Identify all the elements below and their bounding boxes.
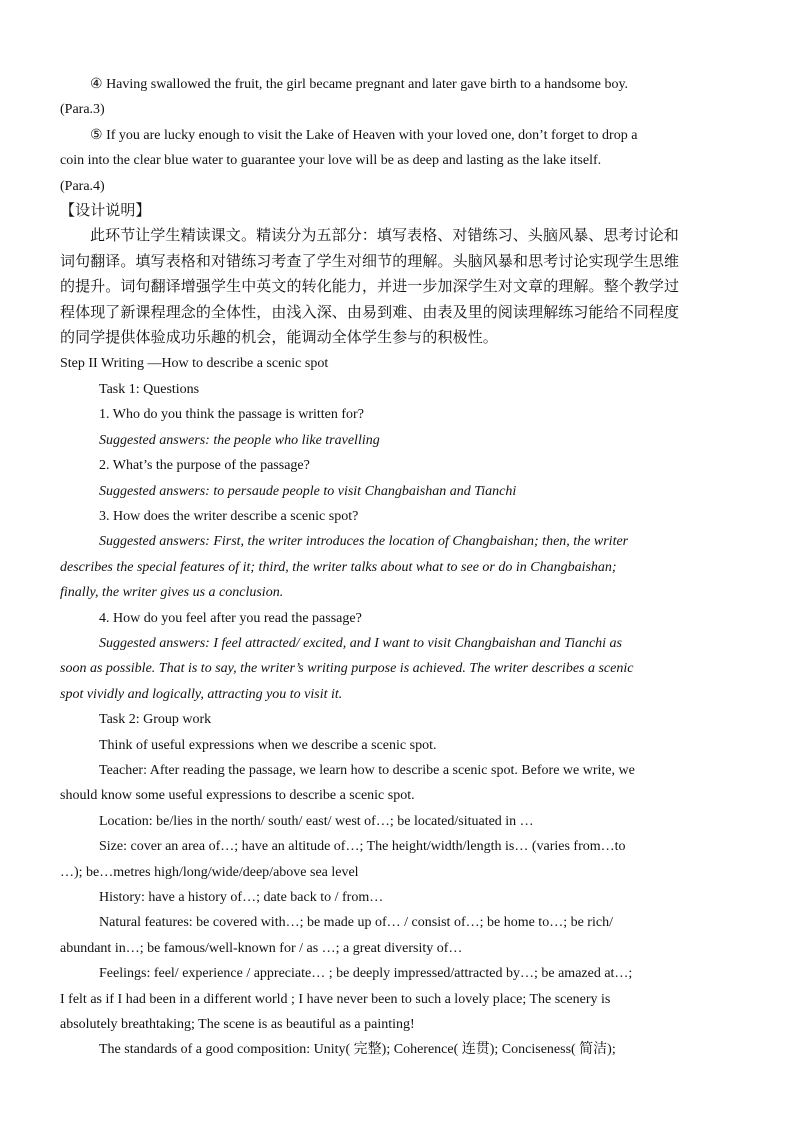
sentence-number: ⑤	[90, 127, 103, 143]
question-2: 2. What’s the purpose of the passage?	[99, 458, 310, 474]
answer-1: Suggested answers: the people who like travelling	[99, 432, 380, 448]
paragraph-ref: (Para.3)	[60, 102, 105, 118]
task2-heading: Task 2: Group work	[99, 712, 212, 728]
sentence-4	[60, 72, 725, 97]
question-4: 4. How do you feel after you read the passage?	[99, 610, 362, 626]
size-line-cont: …); be…metres high/long/wide/deep/above sea level	[60, 864, 359, 880]
location-line: Location: be/lies in the north/ south/ east/ west of…; be located/situated in …	[99, 813, 534, 829]
natural-line-cont: abundant in…; be famous/well-known for / as …; a great diversity of…	[60, 940, 463, 956]
history-line: History: have a history of…; date back to / from…	[99, 890, 384, 905]
sentence-text: If you are lucky enough to visit the Lake of Heaven with your loved one, don’t forget to drop a	[106, 127, 638, 143]
document-page	[60, 72, 725, 1063]
answer-4-cont: soon as possible. That is to say, the writer’s writing purpose is achieved. The writer describes a scenic	[60, 661, 634, 677]
design-line: 词句翻译。填写表格和对错练习考查了学生对细节的理解。头脑风暴和思考讨论实现学生思维	[60, 253, 680, 270]
answer-2: Suggested answers: to persaude people to visit Changbaishan and Tianchi	[99, 483, 517, 499]
paragraph-ref: (Para.4)	[60, 178, 105, 194]
sentence-text: Having swallowed the fruit, the girl became pregnant and later gave birth to a handsome boy.	[106, 77, 629, 92]
feelings-line: Feelings: feel/ experience / appreciate… ; be deeply impressed/attracted by…; be amazed at…;	[99, 966, 633, 982]
answer-3-cont: finally, the writer gives us a conclusion.	[60, 585, 284, 601]
design-heading: 【设计说明】	[60, 203, 151, 220]
design-line: 的提升。词句翻译增强学生中英文的转化能力，并进一步加深学生对文章的理解。整个教学过	[60, 279, 680, 296]
natural-line: Natural features: be covered with…; be made up of… / consist of…; be home to…; be rich/	[99, 915, 613, 931]
question-3: 3. How does the writer describe a scenic spot?	[99, 508, 359, 524]
feelings-line-cont: I felt as if I had been in a different world ; I have never been to such a lovely place; The scenery is	[60, 991, 611, 1007]
size-line: Size: cover an area of…; have an altitude of…; The height/width/length is… (varies from…to	[99, 839, 626, 855]
design-line: 此环节让学生精读课文。精读分为五部分：填写表格、对错练习、头脑风暴、思考讨论和	[90, 228, 679, 245]
sentence-number: ④	[90, 77, 103, 92]
standards-line: The standards of a good composition: Unity( 完整); Coherence( 连贯); Conciseness( 简洁);	[99, 1042, 616, 1058]
think-line: Think of useful expressions when we describe a scenic spot.	[99, 737, 437, 753]
answer-4-cont: spot vividly and logically, attracting you to visit it.	[60, 686, 343, 702]
answer-3-cont: describes the special features of it; third, the writer talks about what to see or do in Changbaishan;	[60, 559, 617, 575]
design-line: 程体现了新课程理念的全体性，由浅入深、由易到难、由表及里的阅读理解练习能给不同程度	[60, 304, 680, 321]
teacher-line: Teacher: After reading the passage, we learn how to describe a scenic spot. Before we write, we	[99, 762, 635, 778]
sentence-5-line2: coin into the clear blue water to guarantee your love will be as deep and lasting as the lake itself.	[60, 153, 602, 169]
design-line: 的同学提供体验成功乐趣的机会，能调动全体学生参与的积极性。	[60, 330, 498, 347]
question-1: 1. Who do you think the passage is written for?	[99, 407, 364, 423]
feelings-line-cont: absolutely breathtaking; The scene is as beautiful as a painting!	[60, 1017, 415, 1033]
answer-3: Suggested answers: First, the writer introduces the location of Changbaishan; then, the writer	[99, 534, 629, 550]
answer-4: Suggested answers: I feel attracted/ excited, and I want to visit Changbaishan and Tianchi as	[99, 635, 623, 651]
teacher-line-cont: should know some useful expressions to describe a scenic spot.	[60, 788, 415, 804]
sentence-5	[60, 123, 725, 148]
task1-heading: Task 1: Questions	[99, 381, 200, 397]
step-heading: Step II Writing —How to describe a scenic spot	[60, 356, 329, 372]
